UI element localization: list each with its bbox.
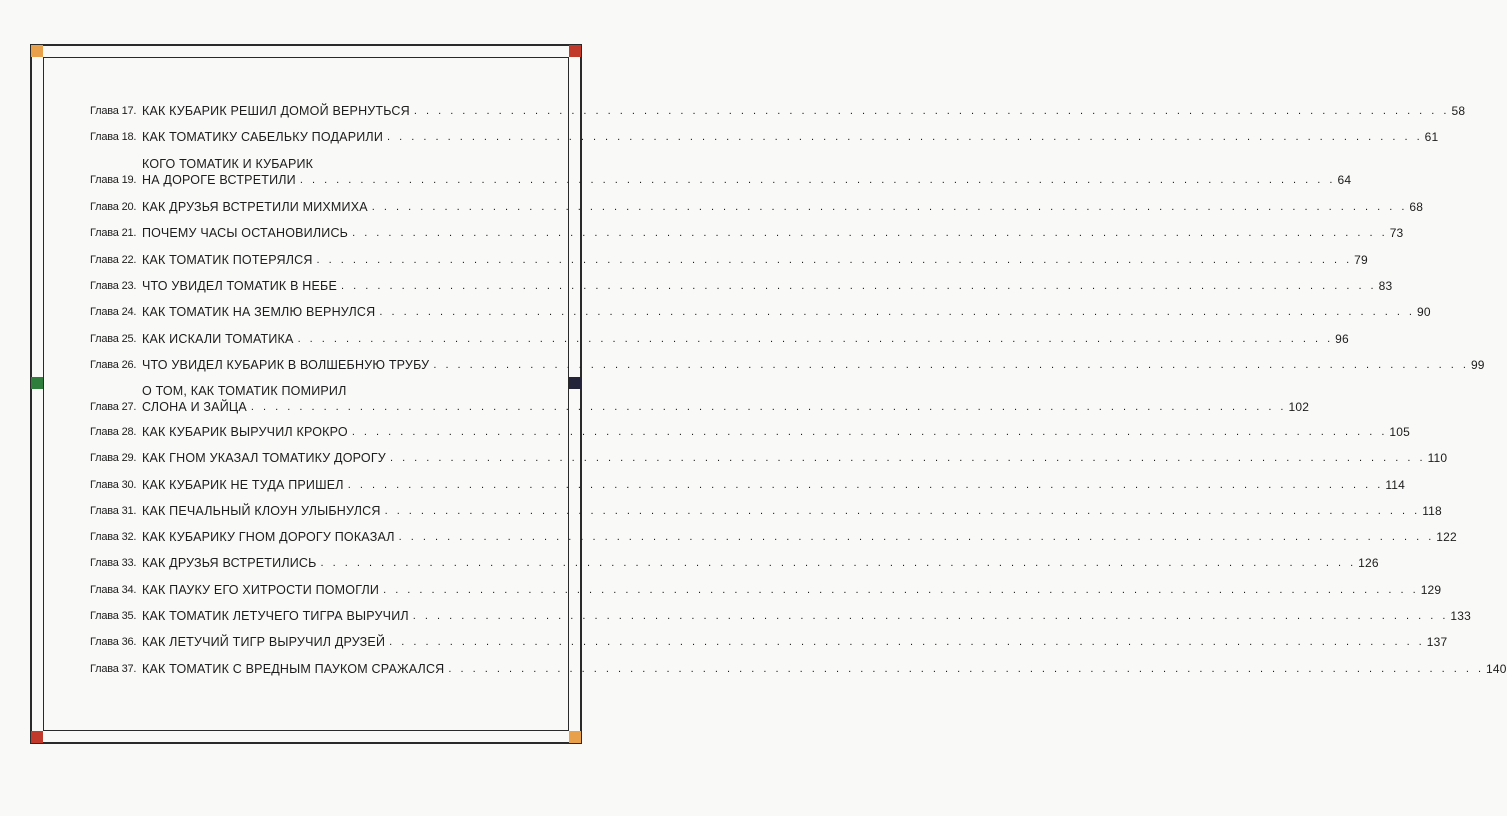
frame-outer-bottom xyxy=(30,742,582,744)
chapter-title-line: КАК ДРУЗЬЯ ВСТРЕТИЛИ МИХМИХА xyxy=(142,200,368,214)
chapter-title-line: КАК КУБАРИКУ ГНОМ ДОРОГУ ПОКАЗАЛ xyxy=(142,530,395,544)
dot-leader xyxy=(251,399,1287,415)
chapter-title-line: ПОЧЕМУ ЧАСЫ ОСТАНОВИЛИСЬ xyxy=(142,226,349,240)
chapter-title xyxy=(142,383,1309,415)
frame-inner-top xyxy=(43,57,569,58)
page-number: 90 xyxy=(1417,305,1431,319)
chapter-number: Глава 36. xyxy=(90,636,137,648)
dot-leader xyxy=(383,582,1419,598)
side-square-left xyxy=(31,377,43,389)
toc-entry xyxy=(90,450,1448,466)
chapter-title-line: КАК КУБАРИК РЕШИЛ ДОМОЙ ВЕРНУТЬСЯ xyxy=(142,104,410,118)
page-number: 140 xyxy=(1486,662,1507,676)
chapter-title-line: ЧТО УВИДЕЛ КУБАРИК В ВОЛШЕБНУЮ ТРУБУ xyxy=(142,358,430,372)
chapter-title xyxy=(142,199,1423,215)
chapter-title xyxy=(142,357,1485,373)
corner-square-top-left xyxy=(31,45,43,57)
chapter-number: Глава 17. xyxy=(90,105,137,117)
chapter-number: Глава 31. xyxy=(90,505,137,517)
dot-leader xyxy=(341,278,1377,294)
dot-leader xyxy=(317,252,1353,268)
toc-entry xyxy=(90,661,1507,677)
page-number: 129 xyxy=(1420,583,1442,597)
chapter-number: Глава 28. xyxy=(90,426,137,438)
chapter-title xyxy=(142,278,1392,294)
page-number: 79 xyxy=(1354,253,1368,267)
dot-leader xyxy=(300,172,1336,188)
chapter-title xyxy=(142,450,1447,466)
toc-entry xyxy=(90,555,1379,571)
toc-entry xyxy=(90,331,1349,347)
dot-leader xyxy=(298,331,1334,347)
chapter-title xyxy=(142,331,1349,347)
page-number: 126 xyxy=(1358,556,1379,570)
chapter-title-line: КАК ИСКАЛИ ТОМАТИКА xyxy=(142,332,294,346)
page-number: 105 xyxy=(1389,425,1411,439)
chapter-title xyxy=(142,304,1431,320)
dot-leader xyxy=(321,555,1357,571)
page-number: 133 xyxy=(1450,609,1472,623)
chapter-title-line: КАК ДРУЗЬЯ ВСТРЕТИЛИСЬ xyxy=(142,556,317,570)
page-number: 137 xyxy=(1426,635,1448,649)
toc-entry xyxy=(90,582,1442,598)
chapter-title xyxy=(142,503,1442,519)
chapter-number: Глава 22. xyxy=(90,254,137,266)
toc-entry xyxy=(90,503,1442,519)
chapter-title xyxy=(142,661,1507,677)
frame-outer-left xyxy=(30,44,32,744)
page-number: 102 xyxy=(1288,400,1310,414)
dot-leader xyxy=(389,634,1425,650)
dot-leader xyxy=(352,225,1388,241)
toc-entry xyxy=(90,199,1424,215)
dot-leader xyxy=(372,199,1408,215)
chapter-number: Глава 33. xyxy=(90,557,137,569)
dot-leader xyxy=(414,103,1450,119)
toc-entry xyxy=(90,129,1439,145)
page-number: 73 xyxy=(1389,226,1404,240)
toc-entry xyxy=(90,225,1404,241)
chapter-title-line: СЛОНА И ЗАЙЦА xyxy=(142,400,247,414)
frame-inner-left xyxy=(43,57,44,731)
toc-entry xyxy=(90,252,1368,268)
chapter-number: Глава 34. xyxy=(90,584,137,596)
page-number: 83 xyxy=(1378,279,1393,293)
chapter-number: Глава 20. xyxy=(90,201,137,213)
toc-entry xyxy=(90,357,1485,373)
chapter-title xyxy=(142,252,1368,268)
chapter-title xyxy=(142,582,1441,598)
toc-entry xyxy=(90,383,1310,415)
dot-leader xyxy=(385,503,1421,519)
dot-leader xyxy=(448,661,1484,677)
chapter-title xyxy=(142,477,1405,493)
dot-leader xyxy=(399,529,1435,545)
chapter-title-line: КАК ГНОМ УКАЗАЛ ТОМАТИКУ ДОРОГУ xyxy=(142,451,386,465)
page-number: 114 xyxy=(1385,478,1406,492)
chapter-number: Глава 37. xyxy=(90,663,137,675)
toc-entry xyxy=(90,424,1411,440)
chapter-title-line: КАК ТОМАТИКУ САБЕЛЬКУ ПОДАРИЛИ xyxy=(142,130,384,144)
chapter-number: Глава 27. xyxy=(90,401,137,413)
toc-entry xyxy=(90,304,1431,320)
corner-square-bottom-left xyxy=(31,731,43,743)
chapter-number: Глава 23. xyxy=(90,280,137,292)
page-number: 64 xyxy=(1337,173,1352,187)
chapter-title xyxy=(142,129,1438,145)
frame-outer-top xyxy=(30,44,582,46)
toc-entry xyxy=(90,278,1393,294)
chapter-number: Глава 21. xyxy=(90,227,137,239)
chapter-title xyxy=(142,555,1379,571)
chapter-title-line: КАК ТОМАТИК НА ЗЕМЛЮ ВЕРНУЛСЯ xyxy=(142,305,376,319)
dot-leader xyxy=(379,304,1415,320)
toc-entry xyxy=(90,477,1406,493)
dot-leader xyxy=(390,450,1426,466)
chapter-title-line: КАК КУБАРИК ВЫРУЧИЛ КРОКРО xyxy=(142,425,348,439)
chapter-number: Глава 25. xyxy=(90,333,137,345)
chapter-title-line: КАК ТОМАТИК С ВРЕДНЫМ ПАУКОМ СРАЖАЛСЯ xyxy=(142,662,445,676)
chapter-title-line: КАК ТОМАТИК ПОТЕРЯЛСЯ xyxy=(142,253,313,267)
dot-leader xyxy=(352,424,1388,440)
chapter-title xyxy=(142,608,1471,624)
chapter-title xyxy=(142,103,1465,119)
chapter-title xyxy=(142,529,1457,545)
toc-entry xyxy=(90,529,1457,545)
chapter-title-line: ЧТО УВИДЕЛ ТОМАТИК В НЕБЕ xyxy=(142,279,338,293)
dot-leader xyxy=(348,477,1384,493)
chapter-title xyxy=(142,156,1351,188)
chapter-number: Глава 24. xyxy=(90,306,137,318)
corner-square-bottom-right xyxy=(569,731,581,743)
chapter-title-line: КАК ТОМАТИК ЛЕТУЧЕГО ТИГРА ВЫРУЧИЛ xyxy=(142,609,409,623)
chapter-title xyxy=(142,634,1447,650)
chapter-title-line: КОГО ТОМАТИК И КУБАРИК xyxy=(142,157,314,171)
toc-entry xyxy=(90,103,1466,119)
page-number: 122 xyxy=(1436,530,1457,544)
chapter-number: Глава 35. xyxy=(90,610,137,622)
chapter-title-line: КАК ЛЕТУЧИЙ ТИГР ВЫРУЧИЛ ДРУЗЕЙ xyxy=(142,635,386,649)
toc-entry xyxy=(90,608,1472,624)
dot-leader xyxy=(413,608,1449,624)
chapter-title-line: КАК КУБАРИК НЕ ТУДА ПРИШЕЛ xyxy=(142,478,344,492)
toc-entry xyxy=(90,156,1352,188)
chapter-number: Глава 26. xyxy=(90,359,137,371)
dot-leader xyxy=(387,129,1423,145)
chapter-number: Глава 29. xyxy=(90,452,137,464)
chapter-title xyxy=(142,424,1410,440)
chapter-title-line: КАК ПАУКУ ЕГО ХИТРОСТИ ПОМОГЛИ xyxy=(142,583,380,597)
chapter-number: Глава 18. xyxy=(90,131,137,143)
chapter-title-line: НА ДОРОГЕ ВСТРЕТИЛИ xyxy=(142,173,296,187)
chapter-number: Глава 30. xyxy=(90,479,137,491)
frame-inner-bottom xyxy=(43,730,569,731)
dot-leader xyxy=(433,357,1469,373)
page-number: 58 xyxy=(1451,104,1466,118)
page-number: 110 xyxy=(1427,451,1448,465)
page-number: 99 xyxy=(1470,358,1485,372)
page-number: 118 xyxy=(1422,504,1442,518)
chapter-title xyxy=(142,225,1403,241)
chapter-title-line: О ТОМ, КАК ТОМАТИК ПОМИРИЛ xyxy=(142,384,347,398)
page-number: 96 xyxy=(1335,332,1349,346)
page-number: 61 xyxy=(1424,130,1439,144)
corner-square-top-right xyxy=(569,45,581,57)
toc-entry xyxy=(90,634,1448,650)
chapter-title-line: КАК ПЕЧАЛЬНЫЙ КЛОУН УЛЫБНУЛСЯ xyxy=(142,504,381,518)
page-number: 68 xyxy=(1409,200,1424,214)
chapter-number: Глава 32. xyxy=(90,531,137,543)
chapter-number: Глава 19. xyxy=(90,174,137,186)
